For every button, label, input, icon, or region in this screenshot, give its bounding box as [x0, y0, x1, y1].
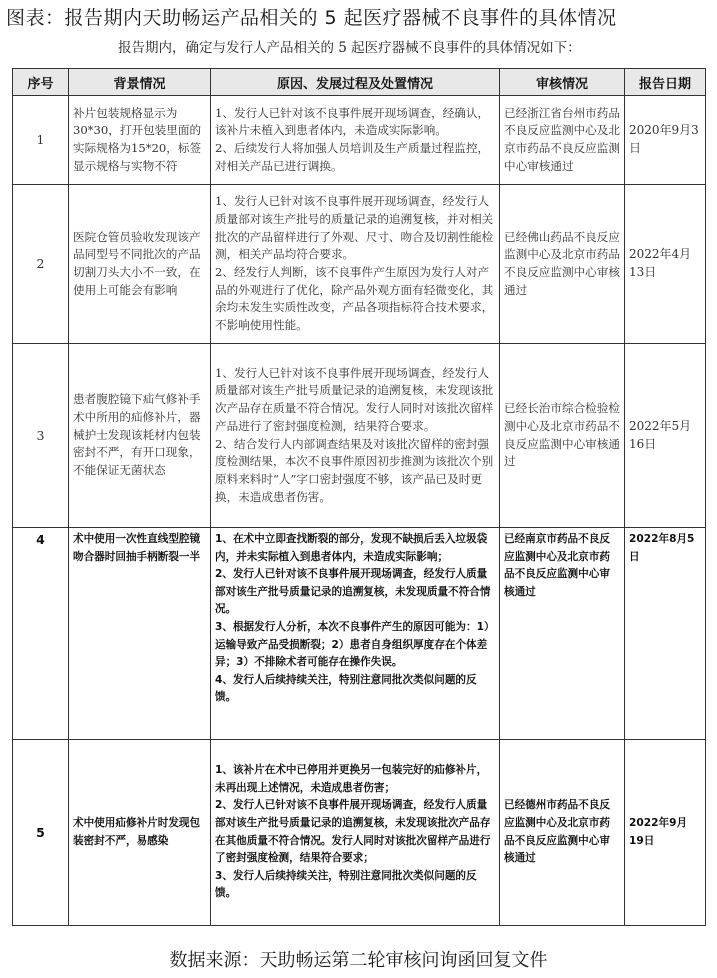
process-step: 1、发行人已针对该不良事件展开现场调查，经发行人质量部对该生产批号的质量记录的追溯复核，并对相关批次的产品留样进行了外观、尺寸、吻合及切割性能检测，相关产品均符合要求。 — [215, 194, 494, 262]
row-process — [211, 528, 500, 740]
table-header-row — [13, 69, 706, 96]
row-review: 已经长治市综合检验检测中心及北京市药品不良反应监测中心审核通过 — [500, 344, 625, 528]
process-step: 3、发行人后续持续关注，特别注意同批次类似问题的反馈。 — [215, 869, 477, 900]
row-background: 医院仓管员验收发现该产品同型号不同批次的产品切割刀头大小不一致，在使用上可能会有影响 — [69, 185, 211, 344]
row-review: 已经德州市药品不良反应监测中心及北京市药品不良反应监测中心审核通过 — [500, 740, 625, 926]
table-row — [13, 185, 706, 344]
process-step: 1、该补片在术中已停用并更换另一包装完好的疝修补片，未再出现上述情况，未造成患者伤害； — [215, 764, 488, 794]
process-step: 2、后续发行人将加强人员培训及生产质量过程监控，对相关产品已进行调换。 — [215, 141, 490, 173]
row-background: 补片包装规格显示为30*30，打开包装里面的实际规格为15*20，标签显示规格与实物不符 — [69, 96, 211, 185]
row-no: 1 — [13, 96, 69, 185]
row-review: 已经佛山药品不良反应监测中心及北京市药品不良反应监测中心审核通过 — [500, 185, 625, 344]
row-no: 4 — [13, 528, 69, 740]
table-row — [13, 96, 706, 185]
process-step: 1、发行人已针对该不良事件展开现场调查，经发行人质量部对该生产批号质量记录的追溯复核，未发现该批次产品存在质量不符合情况。发行人同时对该批次留样产品进行了密封强度检测，结果符合要求。 — [215, 365, 494, 433]
row-date: 2022年5月16日 — [625, 344, 706, 528]
page-title: 图表：报告期内天助畅运产品相关的 5 起医疗器械不良事件的具体情况 — [6, 7, 617, 29]
row-date: 2022年8月5日 — [625, 528, 706, 740]
row-review: 已经浙江省台州市药品不良反应监测中心及北京市药品不良反应监测中心审核通过 — [500, 96, 625, 185]
table-row — [13, 740, 706, 926]
row-date: 2022年4月13日 — [625, 185, 706, 344]
table-row — [13, 344, 706, 528]
header-process: 原因、发展过程及处置情况 — [211, 69, 500, 96]
row-no: 3 — [13, 344, 69, 528]
process-step: 2、发行人已针对该不良事件展开现场调查，经发行人质量部对该生产批号质量记录的追溯复核，未发现质量不符合情况。 — [215, 568, 491, 616]
intro-text: 报告期内，确定与发行人产品相关的 5 起医疗器械不良事件的具体情况如下： — [118, 40, 581, 56]
process-step: 2、发行人已针对该不良事件展开现场调查，经发行人质量部对该生产批号质量记录的追溯复核，未发现该批次产品存在其他质量不符合情况。发行人同时对该批次留样产品进行了密封强度检测，结果符合要求； — [215, 799, 491, 865]
row-process — [211, 185, 500, 344]
adverse-events-table — [12, 68, 706, 926]
row-background: 术中使用疝修补片时发现包装密封不严，易感染 — [69, 740, 211, 926]
row-background: 患者腹腔镜下疝气修补手术中所用的疝修补片，器械护士发现该耗材内包装密封不严，有开口现象，不能保证无菌状态 — [69, 344, 211, 528]
row-process — [211, 740, 500, 926]
row-process — [211, 344, 500, 528]
row-no: 5 — [13, 740, 69, 926]
process-step: 4、发行人后续持续关注，特别注意同批次类似问题的反馈。 — [215, 673, 477, 704]
table-row — [13, 528, 706, 740]
header-review: 审核情况 — [500, 69, 625, 96]
row-date: 2022年9月19日 — [625, 740, 706, 926]
header-no: 序号 — [13, 69, 69, 96]
header-background: 背景情况 — [69, 69, 211, 96]
process-step: 1、发行人已针对该不良事件展开现场调查，经确认，该补片未植入到患者体内，未造成实际影响。 — [215, 105, 490, 138]
data-source-caption: 数据来源：天助畅运第二轮审核问询函回复文件 — [169, 950, 548, 971]
row-no: 2 — [13, 185, 69, 344]
process-step: 3、根据发行人分析，本次不良事件产生的原因可能为：1）运输导致产品受损断裂；2）患者自身组织厚度存在个体差异；3）不排除术者可能存在操作失误。 — [215, 620, 495, 669]
row-review: 已经南京市药品不良反应监测中心及北京市药品不良反应监测中心审核通过 — [500, 528, 625, 740]
process-step: 2、经发行人判断，该不良事件产生原因为发行人对产品的外观进行了优化，除产品外观方面有轻微变化，其余均未发生实质性改变，产品各项指标符合技术要求，不影响使用性能。 — [215, 265, 494, 333]
process-step: 1、在术中立即查找断裂的部分，发现不缺损后丢入垃圾袋内，并未实际植入到患者体内，未造成实际影响； — [215, 533, 488, 563]
row-date: 2020年9月3日 — [625, 96, 706, 185]
row-background: 术中使用一次性直线型腔镜吻合器时回抽手柄断裂一半 — [69, 528, 211, 740]
header-date: 报告日期 — [625, 69, 706, 96]
row-process — [211, 96, 500, 185]
process-step: 2、结合发行人内部调查结果及对该批次留样的密封强度检测结果，本次不良事件原因初步推测为该批次个别原料来料时“人”字口密封强度不够，该产品已及时更换，未造成患者伤害。 — [215, 436, 494, 504]
